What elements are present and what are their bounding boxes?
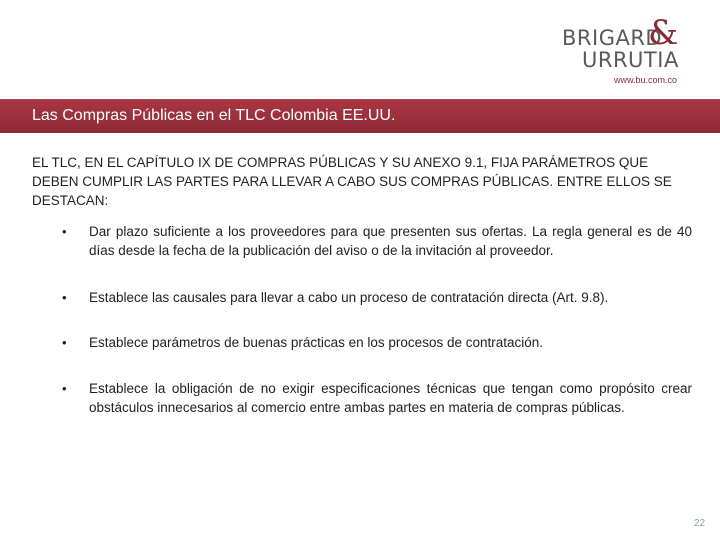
title-bar — [0, 99, 720, 133]
bullet-icon: • — [62, 290, 67, 305]
logo-ampersand: & — [648, 13, 679, 53]
page-number: 22 — [694, 518, 706, 529]
bullet-icon: • — [62, 381, 67, 396]
logo-url: www.bu.com.co — [614, 75, 678, 85]
brigard-urrutia-logo — [560, 13, 710, 88]
intro-paragraph: EL TLC, EN EL CAPÍTULO IX DE COMPRAS PÚBLICAS Y SU ANEXO 9.1, FIJA PARÁMETROS QUE DEBEN CUMPLIR LAS PARTES PARA LLEVAR A CABO SUS COMPRAS PÚBLICAS. ENTRE ELLOS SE DESTACAN: — [32, 155, 672, 208]
logo-wordmark-urrutia: URRUTIA — [582, 48, 679, 72]
bullet-text: Establece las causales para llevar a cabo un proceso de contratación directa (Art. 9.8). — [89, 290, 609, 305]
slide-title: Las Compras Públicas en el TLC Colombia EE.UU. — [32, 107, 396, 124]
bullet-icon: • — [62, 224, 67, 239]
bullet-item — [62, 222, 692, 260]
bullet-item — [62, 379, 692, 417]
bullet-item — [62, 288, 692, 307]
bullet-item — [62, 333, 692, 352]
bullet-icon: • — [62, 335, 67, 350]
bullet-text: Dar plazo suficiente a los proveedores para que presenten sus ofertas. La regla general es de 40 días desde la fecha de la publicación del aviso o de la invitación al proveedor. — [89, 224, 692, 258]
bullet-text: Establece la obligación de no exigir especificaciones técnicas que tengan como propósito crear obstáculos innecesarios al comercio entre ambas partes en materia de compras públicas. — [89, 381, 692, 415]
logo-wordmark-brigard: BRIGARD — [562, 26, 663, 50]
bullet-list — [62, 222, 692, 417]
bullet-text: Establece parámetros de buenas prácticas en los procesos de contratación. — [89, 335, 544, 350]
